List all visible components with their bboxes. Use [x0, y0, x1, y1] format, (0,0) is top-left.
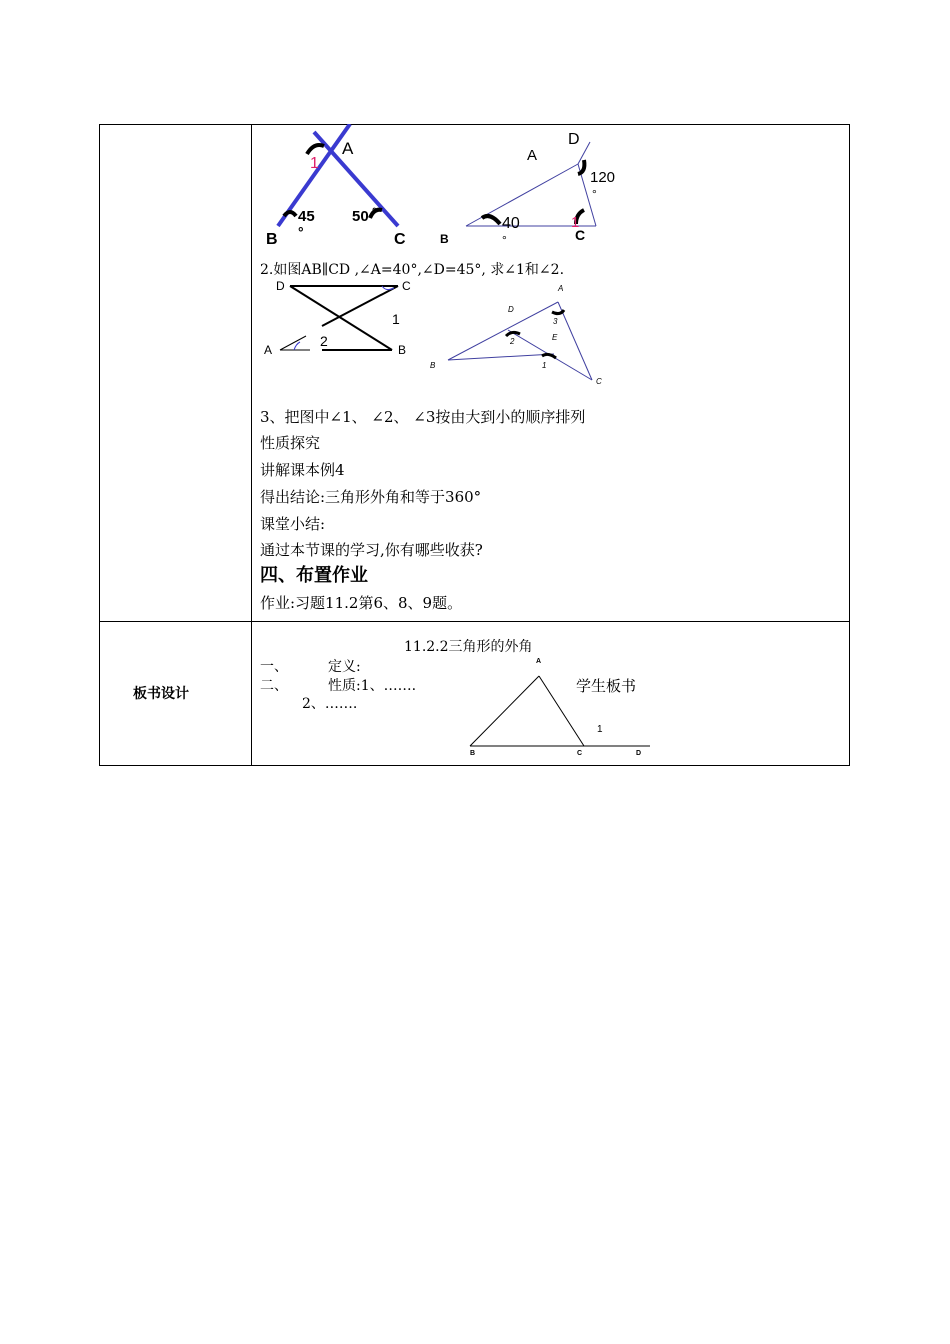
- line-property: 性质探究: [260, 434, 321, 452]
- angle-arc-b: [284, 212, 296, 216]
- label-45: 45: [298, 208, 315, 225]
- label-1: 1: [597, 724, 603, 735]
- side-ac: [558, 302, 592, 380]
- figure-triangle-exterior: [436, 124, 626, 249]
- angle-arc-3: [552, 310, 564, 314]
- label-c: C: [394, 231, 406, 248]
- label-c: C: [402, 279, 411, 293]
- angle-arc-1: [542, 354, 556, 358]
- label-d: D: [276, 279, 285, 293]
- label-c: C: [596, 377, 602, 386]
- label-2: 2: [510, 337, 515, 346]
- side-ba: [470, 676, 539, 746]
- board-triangle-figure: [464, 652, 656, 762]
- label-3: 3: [553, 317, 558, 326]
- label-c: C: [577, 750, 583, 757]
- label-1: 1: [542, 361, 547, 370]
- label-b: B: [470, 750, 476, 757]
- line-be: [448, 354, 554, 360]
- problem-3: 3、把图中∠1、 ∠2、 ∠3按由大到小的顺序排列: [260, 408, 586, 426]
- label-a: A: [558, 284, 564, 293]
- label-a: A: [342, 139, 354, 158]
- label-d: D: [568, 131, 580, 148]
- label-b: B: [440, 232, 449, 246]
- figure-parallel-lines: [262, 278, 422, 360]
- problem-2: 2.如图AB∥CD ,∠A=40°,∠D=45°, 求∠1和∠2.: [260, 262, 565, 278]
- label-120: 120: [590, 169, 616, 186]
- label-a: A: [264, 343, 273, 357]
- label-1: 1: [392, 311, 400, 327]
- board-item2-text: 性质:1、…….: [328, 678, 417, 694]
- label-50: 50: [352, 208, 369, 225]
- label-b: B: [430, 361, 436, 370]
- label-deg-2: °: [502, 233, 507, 247]
- board-item2-num: 二、: [260, 678, 288, 694]
- label-a: A: [527, 147, 538, 164]
- board-item1-num: 一、: [260, 659, 288, 675]
- label-b: B: [398, 343, 407, 357]
- label-40: 40: [502, 215, 520, 232]
- label-b: B: [266, 231, 278, 248]
- label-1: 1: [310, 155, 319, 172]
- side-ba: [448, 302, 558, 360]
- angle-arc-b: [482, 216, 500, 224]
- line-a-short: [280, 336, 306, 350]
- figure-crossing-lines: [262, 124, 422, 249]
- label-e: E: [552, 333, 558, 342]
- line-db: [290, 286, 392, 350]
- label-d: D: [508, 305, 514, 314]
- label-deg-2: °: [372, 205, 377, 219]
- label-d: D: [636, 750, 642, 757]
- label-deg-1: °: [298, 224, 304, 240]
- line-question: 通过本节课的学习,你有哪些收获?: [260, 541, 483, 559]
- figure-triangle-inner: [426, 282, 616, 390]
- label-1: 1: [571, 214, 580, 231]
- board-title: 11.2.2三角形的外角: [404, 639, 533, 655]
- row-label-board: 板书设计: [133, 686, 189, 702]
- angle-arc-1: [307, 145, 324, 154]
- line-ce: [322, 286, 398, 326]
- line-example: 讲解课本例4: [260, 461, 345, 479]
- board-item1-text: 定义:: [328, 659, 361, 675]
- label-deg-1: °: [592, 187, 597, 201]
- column-divider: [251, 125, 252, 765]
- angle-arc-a: [294, 342, 300, 350]
- row-divider: [100, 621, 849, 622]
- line-summary: 课堂小结:: [260, 515, 326, 533]
- label-c: C: [575, 227, 586, 243]
- side-ac: [539, 676, 584, 746]
- label-2: 2: [320, 333, 328, 349]
- line-homework: 作业:习题11.2第6、8、9题。: [260, 594, 463, 612]
- board-item2-sub: 2、…….: [302, 696, 358, 712]
- student-board: 学生板书: [576, 677, 637, 695]
- heading-homework: 四、布置作业: [260, 565, 368, 586]
- label-a: A: [536, 658, 542, 665]
- line-conclusion: 得出结论:三角形外角和等于360°: [260, 488, 482, 506]
